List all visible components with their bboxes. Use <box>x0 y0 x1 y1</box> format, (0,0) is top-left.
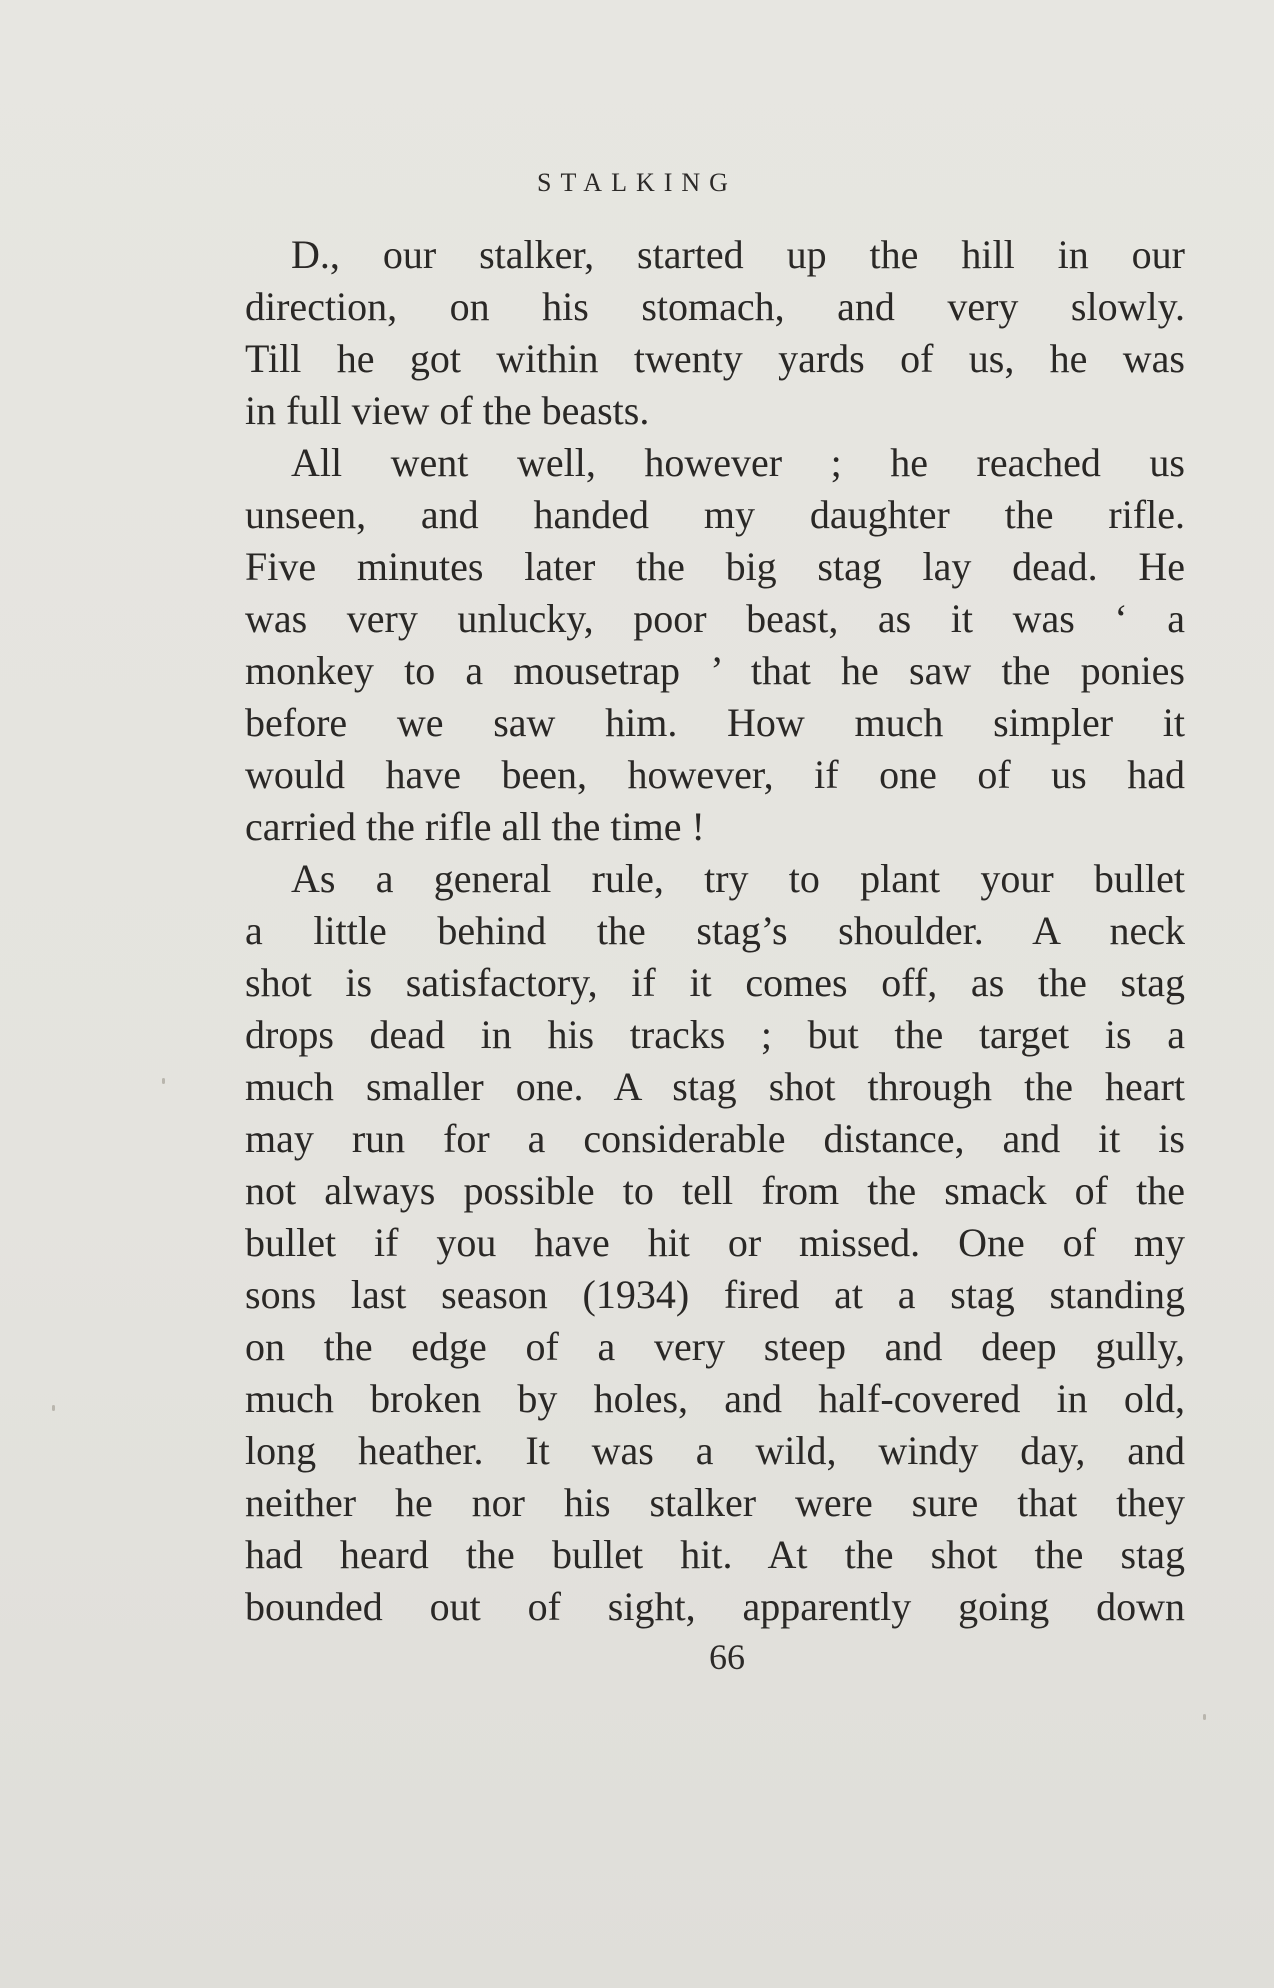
text-line: would have been, however, if one of us had <box>245 752 1185 797</box>
paper-speck <box>1203 1714 1206 1720</box>
paper-speck <box>52 1405 55 1411</box>
text-line: As a general rule, try to plant your bullet <box>291 856 1185 901</box>
text-line: may run for a considerable distance, and it is <box>245 1116 1185 1161</box>
text-line: neither he nor his stalker were sure that they <box>245 1480 1185 1525</box>
text-line: carried the rifle all the time ! <box>245 804 705 849</box>
text-line: in full view of the beasts. <box>245 388 650 433</box>
page-number: 66 <box>709 1637 745 1677</box>
text-line: D., our stalker, started up the hill in our <box>291 232 1185 277</box>
text-line: before we saw him. How much simpler it <box>245 700 1185 745</box>
text-line: much smaller one. A stag shot through the heart <box>245 1064 1185 1109</box>
text-line: Till he got within twenty yards of us, he was <box>245 336 1185 381</box>
text-line: not always possible to tell from the smack of the <box>245 1168 1185 1213</box>
text-line: was very unlucky, poor beast, as it was ‘ a <box>245 596 1185 641</box>
text-line: All went well, however ; he reached us <box>291 440 1185 485</box>
paper-speck <box>162 1078 165 1084</box>
text-line: sons last season (1934) fired at a stag standing <box>245 1272 1185 1317</box>
text-line: on the edge of a very steep and deep gully, <box>245 1324 1185 1369</box>
text-line: bounded out of sight, apparently going down <box>245 1584 1185 1629</box>
text-line: shot is satisfactory, if it comes off, as the stag <box>245 960 1185 1005</box>
text-line: monkey to a mousetrap ’ that he saw the ponies <box>245 648 1185 693</box>
running-head: STALKING <box>537 168 737 197</box>
text-line: bullet if you have hit or missed. One of my <box>245 1220 1185 1265</box>
text-line: had heard the bullet hit. At the shot the stag <box>245 1532 1185 1577</box>
text-line: unseen, and handed my daughter the rifle. <box>245 492 1185 537</box>
text-line: Five minutes later the big stag lay dead. He <box>245 544 1185 589</box>
text-line: a little behind the stag’s shoulder. A neck <box>245 908 1185 953</box>
text-line: direction, on his stomach, and very slowly. <box>245 284 1185 329</box>
text-line: drops dead in his tracks ; but the target is a <box>245 1012 1185 1057</box>
text-line: long heather. It was a wild, windy day, and <box>245 1428 1185 1473</box>
body-text <box>245 229 1185 1633</box>
text-line: much broken by holes, and half-covered in old, <box>245 1376 1185 1421</box>
